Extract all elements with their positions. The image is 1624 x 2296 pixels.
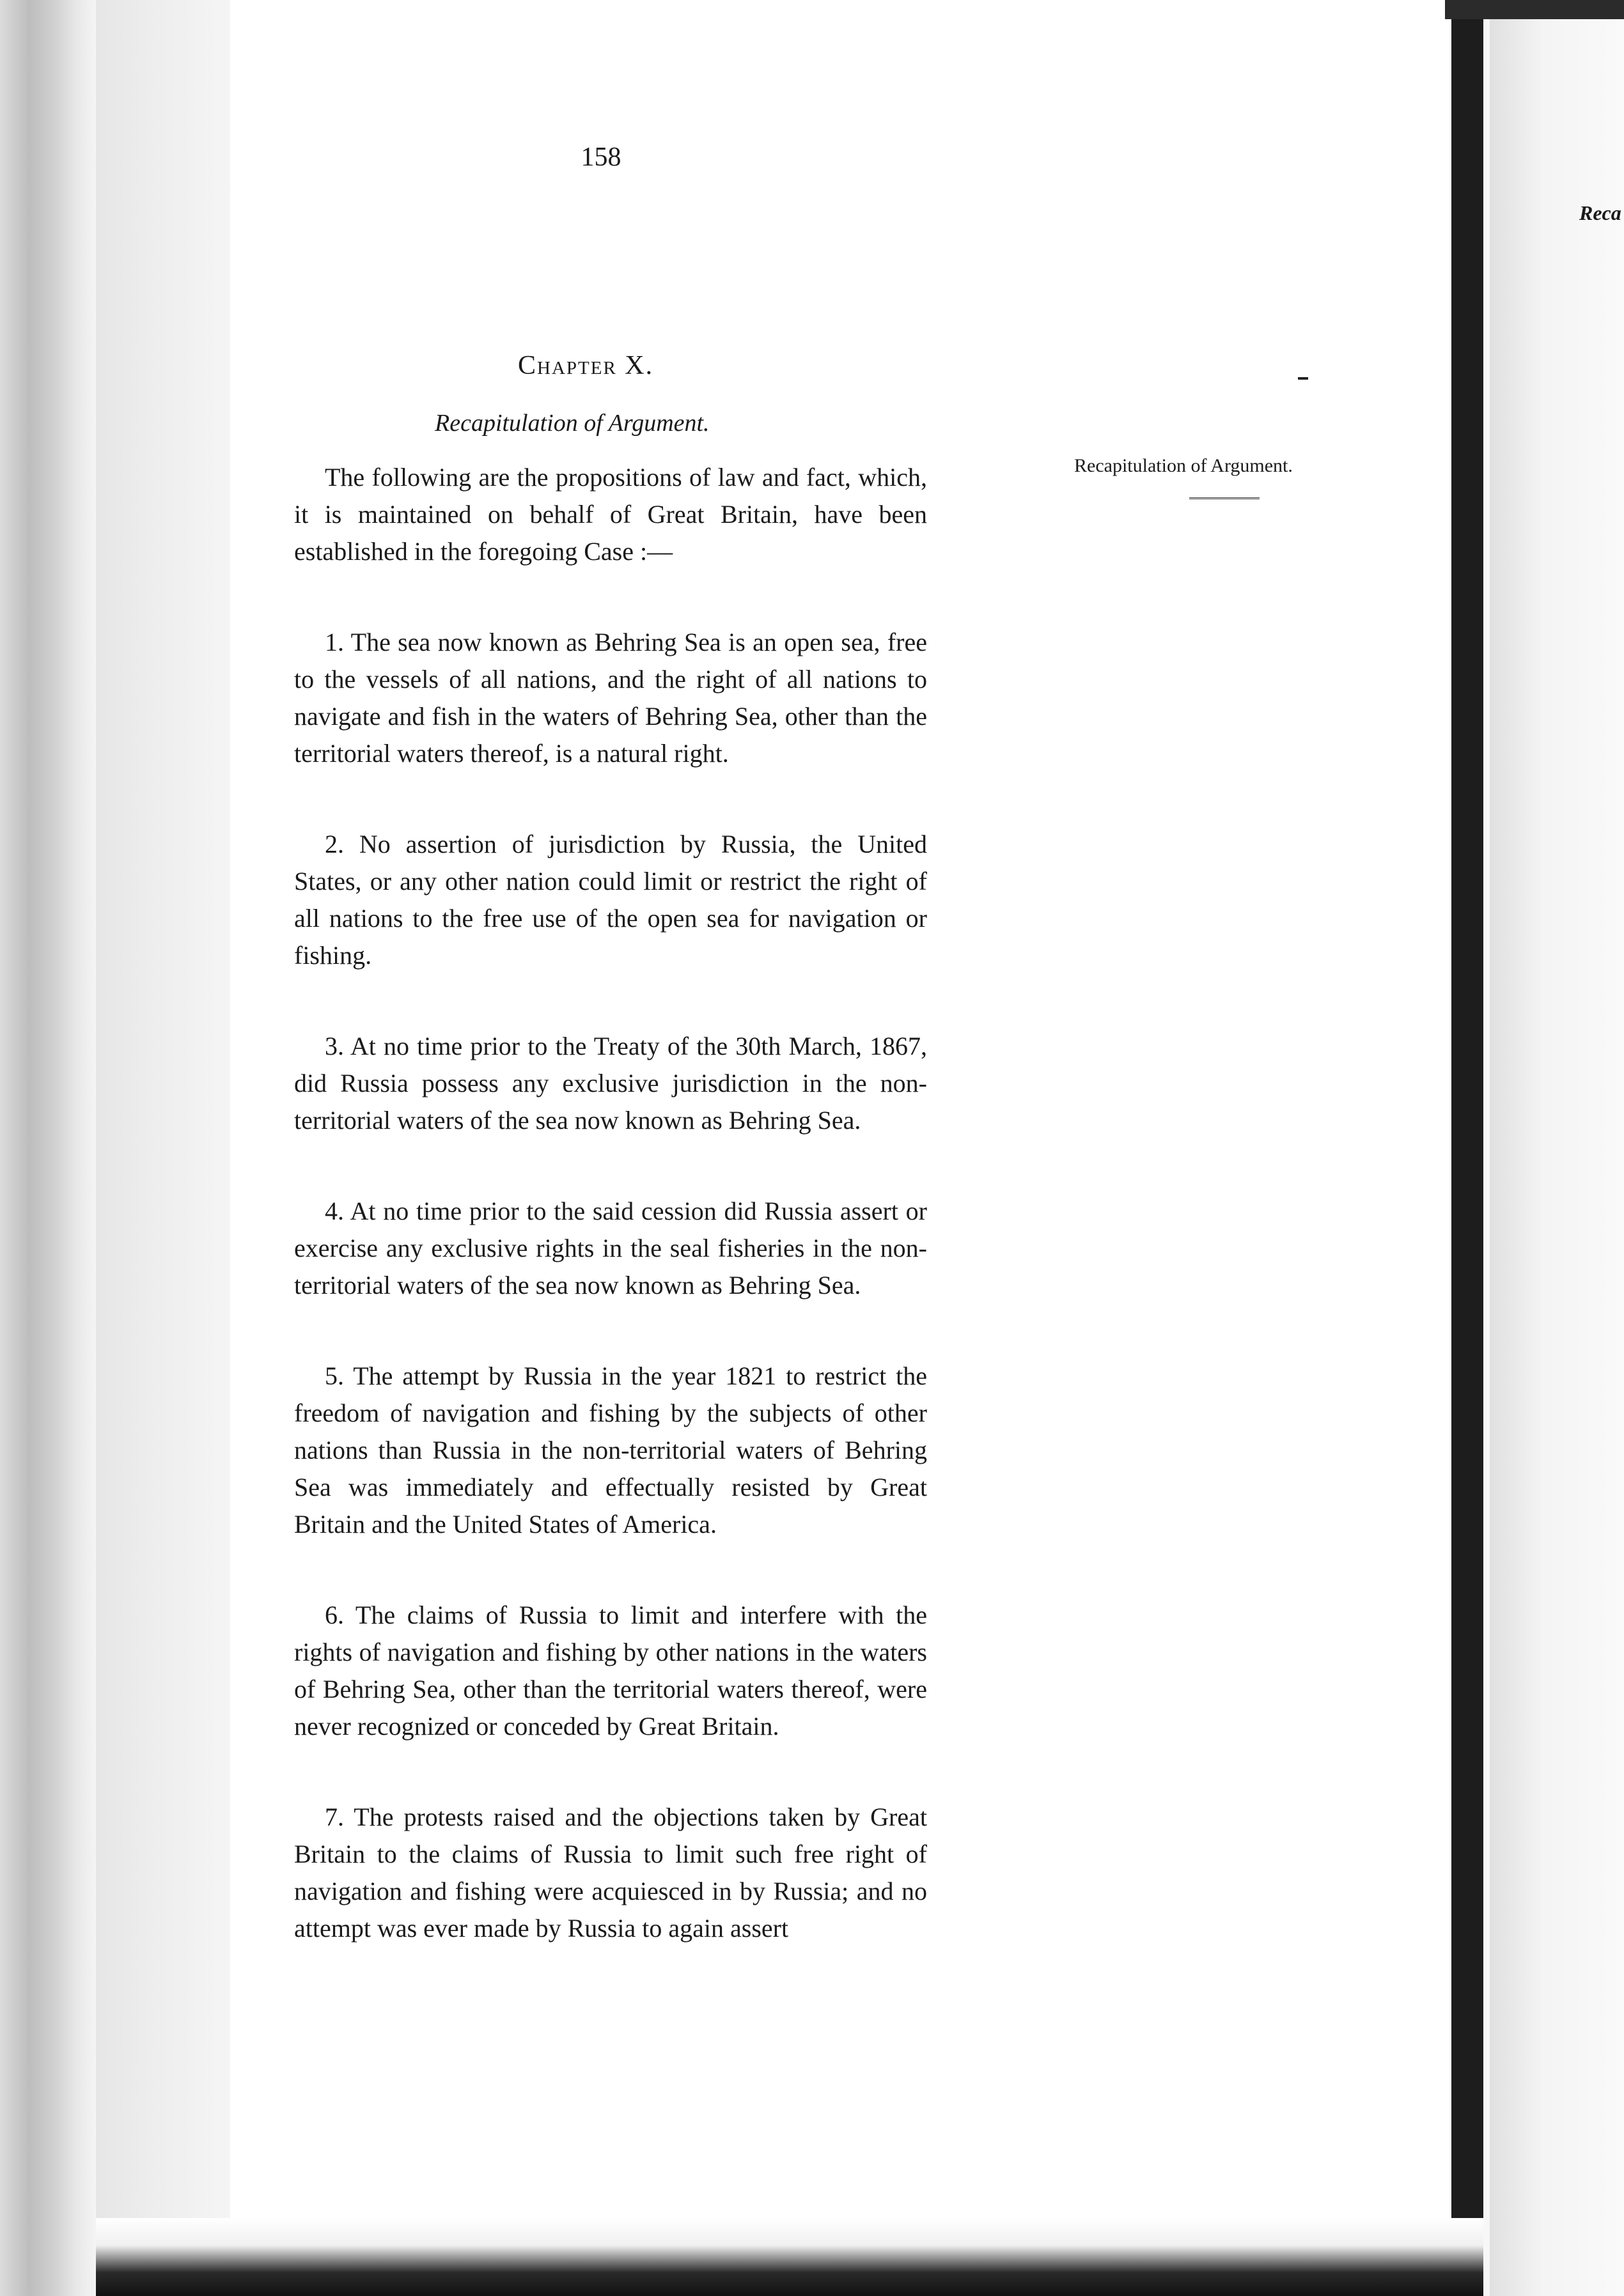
body-text xyxy=(294,459,927,1947)
chapter-subtitle: Recapitulation of Argument. xyxy=(435,410,710,437)
margin-mark xyxy=(1298,377,1308,380)
proposition-1: 1. The sea now known as Behring Sea is an open sea, free to the vessels of all nations, and the right of all nations to navigate and fish in the waters of Behring Sea, other than the territorial waters thereof, is a natural right. xyxy=(294,628,927,768)
book-gutter xyxy=(1451,0,1483,2296)
book-page-edge-shadow xyxy=(96,0,230,2296)
next-page-header: Reca xyxy=(1579,201,1621,224)
book-page-edge-left xyxy=(0,0,96,2296)
intro-paragraph: The following are the propositions of law and fact, which, it is maintained on behalf of Great Britain, have been established in the foregoing Case :— xyxy=(294,463,927,566)
proposition-4: 4. At no time prior to the said cession did Russia assert or exercise any exclusive rights in the seal fisheries in the non-territorial waters of the sea now known as Behring Sea. xyxy=(294,1197,927,1299)
page-number: 158 xyxy=(581,143,621,172)
proposition-5: 5. The attempt by Russia in the year 1821 to restrict the freedom of navigation and fishing by the subjects of other nations than Russia in the non-territorial waters of Behring Sea was immediately and effectually resisted by Great Britain and the United States of America. xyxy=(294,1361,927,1539)
next-page-edge xyxy=(1490,0,1624,2296)
top-edge xyxy=(1445,0,1624,19)
proposition-3: 3. At no time prior to the Treaty of the 30th March, 1867, did Russia possess any exclusive jurisdiction in the non-territorial waters of the sea now known as Behring Sea. xyxy=(294,1032,927,1135)
bottom-edge xyxy=(96,2218,1483,2296)
proposition-2: 2. No assertion of jurisdiction by Russia, the United States, or any other nation could limit or restrict the right of all nations to the free use of the open sea for navigation or fishing. xyxy=(294,830,927,970)
margin-sidenote: Recapitulation of Argument. xyxy=(1074,455,1293,476)
chapter-heading: Chapter X. xyxy=(518,351,654,380)
proposition-7: 7. The protests raised and the objections taken by Great Britain to the claims of Russia to limit such free right of navigation and fishing were acquiesced in by Russia; and no attempt was ever made by Russia to again assert xyxy=(294,1803,927,1943)
sidenote-rule xyxy=(1189,497,1260,501)
proposition-6: 6. The claims of Russia to limit and interfere with the rights of navigation and fishing by other nations in the waters of Behring Sea, other than the territorial waters thereof, were never recognized or conceded by Great Britain. xyxy=(294,1601,927,1741)
